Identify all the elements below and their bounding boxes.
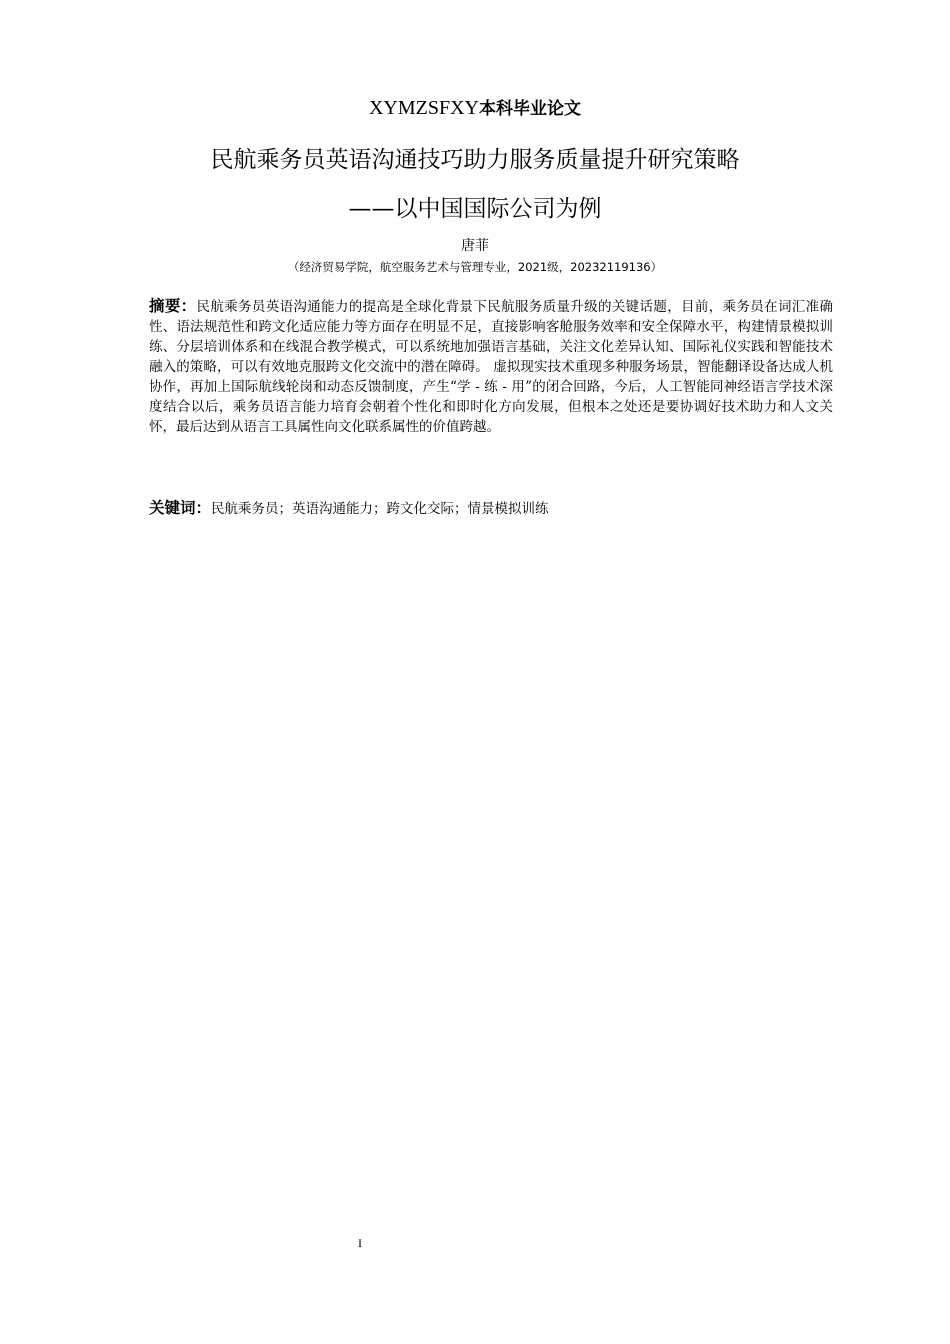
keywords-text: 民航乘务员；英语沟通能力；跨文化交际；情景模拟训练 <box>211 501 549 517</box>
abstract-label: 摘要： <box>149 297 197 315</box>
author-affiliation: （经济贸易学院，航空服务艺术与管理专业，2021级，20232119136） <box>287 260 663 274</box>
header-code: XYMZSFXY <box>368 97 480 119</box>
header-label: 本科毕业论文 <box>479 99 582 119</box>
paper-subtitle: ——以中国国际公司为例 <box>348 196 602 222</box>
abstract-text: 民航乘务员英语沟通能力的提高是全球化背景下民航服务质量升级的关键话题，目前，乘务员在词汇准确性、语法规范性和跨文化适应能力等方面存在明显不足，直接影响客舱服务效率和安全保障水平，构建情景模拟训练、分层培训体系和在线混合教学模式，可以系统地加强语言基础，关注文化差异认知、国际礼仪实践和智能技术融入的策略，可以有效地克服跨文化交流中的潜在障碍。 虚拟现实技术重现多种服务场景，智能翻译设备达成人机协作，再加上国际航线轮岗和动态反馈制度，产生“学 - 练 - 用”的闭合回路，今后，人工智能同神经语言学技术深度结合以后，乘务员语言能力培育会朝着个性化和即时化方向发展，但根本之处还是要协调好技术助力和人文关怀，最后达到从语言工具属性向文化联系属性的价值跨越。 <box>149 299 833 435</box>
keywords-section <box>149 498 833 519</box>
keywords-label: 关键词： <box>149 499 212 517</box>
document-header <box>0 96 950 121</box>
abstract-section <box>149 296 833 437</box>
author-name: 唐菲 <box>461 238 489 254</box>
page-number: I <box>358 1236 362 1250</box>
paper-title: 民航乘务员英语沟通技巧助力服务质量提升研究策略 <box>210 147 740 173</box>
